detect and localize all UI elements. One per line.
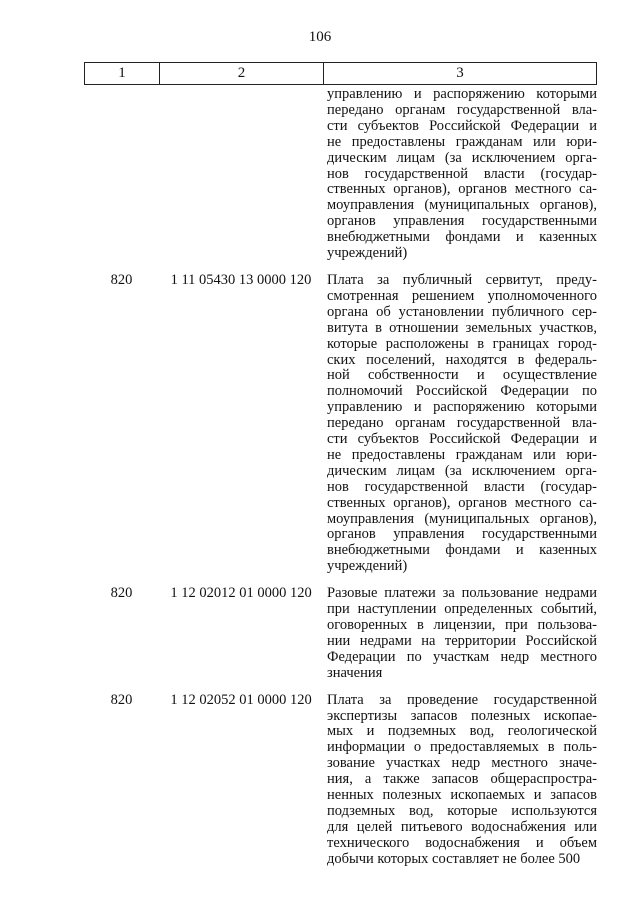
column-header-3: 3 <box>456 65 464 81</box>
text-line: при наступлении определенных событий, <box>327 601 597 618</box>
text-line: не предоставлены гражданам или юри- <box>327 446 597 463</box>
text-line: которые расположены в границах город- <box>327 335 597 352</box>
table-row <box>84 693 597 868</box>
text-line: сти субъектов Российской Федерации и <box>327 431 597 448</box>
text-line: добычи которых составляет не более 500 <box>327 850 581 867</box>
admin-code-cell: 820 <box>110 691 133 708</box>
text-line: зование участках недр местного значе- <box>327 755 597 772</box>
text-line: дическим лицам (за исключением орга- <box>327 149 597 166</box>
text-line: информации о предоставляемых в поль- <box>327 739 597 756</box>
text-line: технического водоснабжения и объем <box>327 834 597 851</box>
text-line: органов управления государственными <box>327 526 597 543</box>
text-line: смотренная решением уполномоченного <box>327 287 597 304</box>
text-line: передано органам государственной вла- <box>327 415 597 432</box>
revenue-name-cell <box>323 586 597 681</box>
text-line: нов государственной власти (государ- <box>327 165 597 182</box>
text-line: ния, а также запасов общераспростра- <box>327 771 597 788</box>
text-line: полномочий Российской Федерации по <box>327 383 597 400</box>
text-line: значения <box>327 664 383 681</box>
text-line: ских поселений, находятся в федераль- <box>327 351 597 368</box>
text-line: учреждений) <box>327 245 408 262</box>
column-header-1: 1 <box>85 63 160 84</box>
text-line: внебюджетными фондами и казенных <box>327 542 597 559</box>
text-line: не предоставлены гражданам или юри- <box>327 133 597 150</box>
revenue-name-cell <box>323 273 597 575</box>
text-line: ной собственности и осуществление <box>327 367 597 384</box>
text-line: оговоренных в лицензии, при пользова- <box>327 617 597 633</box>
text-line: экспертизы запасов полезных ископае- <box>327 707 597 724</box>
text-line: подземных вод, которые используются <box>327 802 597 819</box>
revenue-code-cell: 1 11 05430 13 0000 120 <box>170 271 312 288</box>
text-line: Плата за публичный сервитут, преду- <box>327 271 597 288</box>
text-line: ственных органов), органов местного са- <box>327 181 597 198</box>
text-line: внебюджетными фондами и казенных <box>327 229 597 246</box>
table-body <box>84 87 597 868</box>
admin-code-cell: 820 <box>110 585 133 602</box>
text-line: передано органам государственной вла- <box>327 101 597 118</box>
text-line: учреждений) <box>327 558 408 575</box>
table-row <box>84 586 597 681</box>
table-row <box>84 87 597 262</box>
text-line: моуправления (муниципальных органов), <box>327 197 597 214</box>
text-line: мых и подземных вод, геологической <box>327 723 597 740</box>
text-line: Плата за проведение государственной <box>327 691 597 708</box>
text-line: сти субъектов Российской Федерации и <box>327 117 597 134</box>
text-line: дическим лицам (за исключением орга- <box>327 462 597 479</box>
text-line: ственных органов), органов местного са- <box>327 494 597 511</box>
admin-code-cell: 820 <box>110 271 133 288</box>
column-header-2: 2 <box>160 63 324 84</box>
page-number: 106 <box>308 29 332 45</box>
text-line: управлению и распоряжению которыми <box>327 399 597 416</box>
text-line: моуправления (муниципальных органов), <box>327 510 597 527</box>
text-line: управлению и распоряжению которыми <box>327 86 597 102</box>
revenue-name-cell <box>323 693 597 868</box>
revenue-name-cell <box>323 87 597 262</box>
revenue-code-cell: 1 12 02012 01 0000 120 <box>170 585 312 602</box>
table-row <box>84 273 597 575</box>
text-line: витута в отношении земельных участков, <box>327 319 597 336</box>
revenue-code-cell: 1 12 02052 01 0000 120 <box>170 691 312 708</box>
text-line: Федерации по участкам недр местного <box>327 648 597 665</box>
text-line: нов государственной власти (государ- <box>327 478 597 495</box>
text-line: нии недрами на территории Российской <box>327 632 597 649</box>
text-line: органа об установлении публичного сер- <box>327 303 597 320</box>
text-line: для целей питьевого водоснабжения или <box>327 818 597 835</box>
text-line: ненных полезных ископаемых и запасов <box>327 787 597 804</box>
text-line: Разовые платежи за пользование недрами <box>327 585 597 602</box>
text-line: органов управления государственными <box>327 213 597 230</box>
table-column-header <box>84 62 597 85</box>
